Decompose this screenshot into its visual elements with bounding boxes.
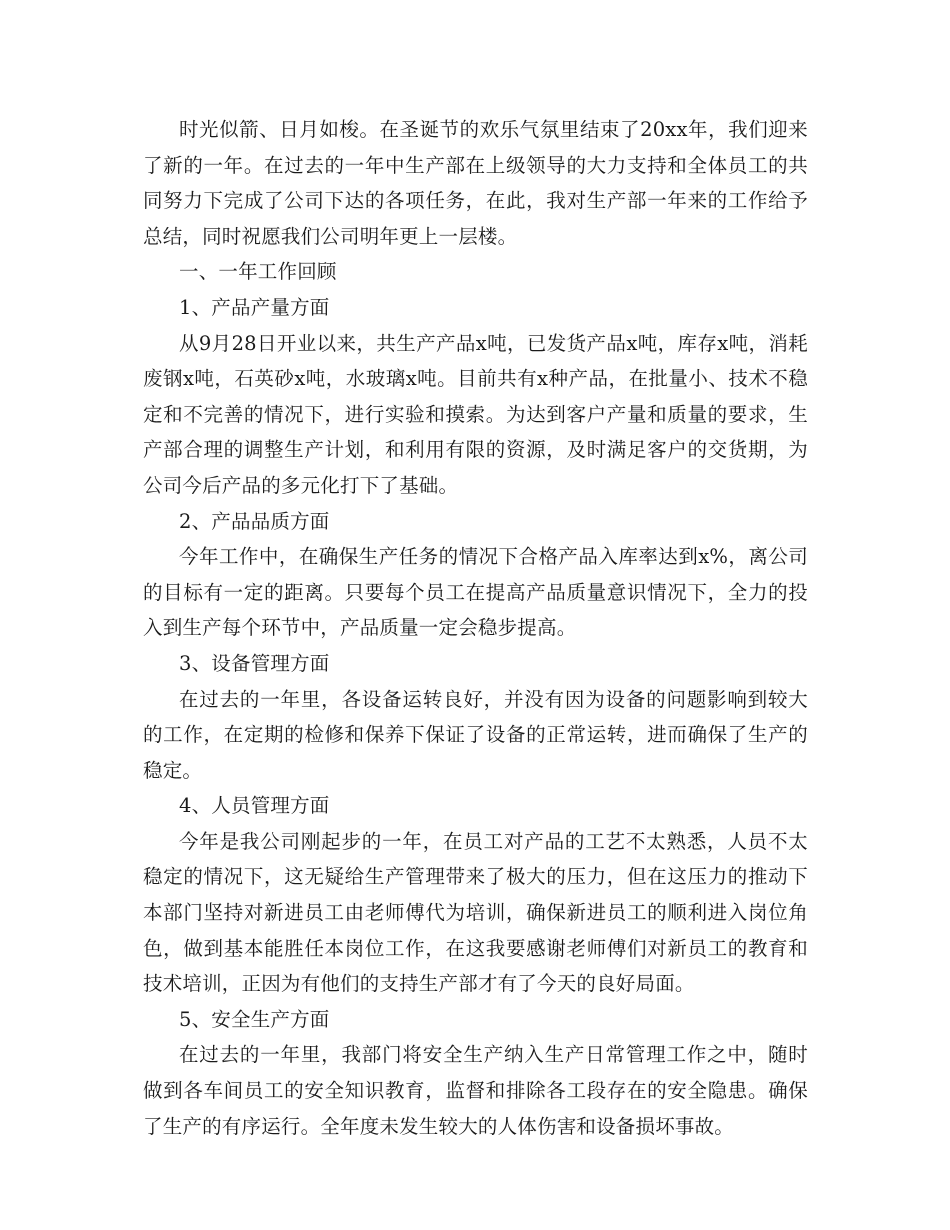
subheading-quality: 2、产品品质方面	[179, 509, 330, 533]
subheading-safety: 5、安全生产方面	[179, 1007, 330, 1031]
paragraph-personnel: 今年是我公司刚起步的一年，在员工对产品的工艺不太熟悉，人员不太稳定的情况下，这无疑给生产管理带来了极大的压力，但在这压力的推动下本部门坚持对新进员工由老师傅代为培训，确保新进员工的顺利进入岗位角色，做到基本能胜任本岗位工作，在这我要感谢老师傅们对新员工的教育和技术培训，正因为有他们的支持生产部才有了今天的良好局面。	[143, 829, 808, 996]
paragraph-output: 从9月28日开业以来，共生产产品x吨，已发货产品x吨，库存x吨，消耗废钢x吨，石英砂x吨，水玻璃x吨。目前共有x种产品，在批量小、技术不稳定和不完善的情况下，进行实验和摸索。为达到客户产量和质量的要求，生产部合理的调整生产计划，和利用有限的资源，及时满足客户的交货期，为公司今后产品的多元化打下了基础。	[143, 331, 808, 497]
subheading-equipment: 3、设备管理方面	[179, 651, 330, 675]
document-page	[143, 112, 808, 1144]
subheading-personnel: 4、人员管理方面	[179, 794, 330, 818]
paragraph-safety: 在过去的一年里，我部门将安全生产纳入生产日常管理工作之中，随时做到各车间员工的安全知识教育，监督和排除各工段存在的安全隐患。确保了生产的有序运行。全年度未发生较大的人体伤害和设备损坏事故。	[143, 1043, 808, 1138]
subheading-output: 1、产品产量方面	[179, 295, 330, 319]
paragraph-quality: 今年工作中，在确保生产任务的情况下合格产品入库率达到x%，离公司的目标有一定的距离。只要每个员工在提高产品质量意识情况下，全力的投入到生产每个环节中，产品质量一定会稳步提高。	[143, 545, 808, 640]
intro-paragraph: 时光似箭、日月如梭。在圣诞节的欢乐气氛里结束了20xx年，我们迎来了新的一年。在过去的一年中生产部在上级领导的大力支持和全体员工的共同努力下完成了公司下达的各项任务，在此，我对生产部一年来的工作给予总结，同时祝愿我们公司明年更上一层楼。	[143, 118, 808, 248]
paragraph-equipment: 在过去的一年里，各设备运转良好，并没有因为设备的问题影响到较大的工作，在定期的检修和保养下保证了设备的正常运转，进而确保了生产的稳定。	[143, 687, 808, 782]
section-heading-review: 一、一年工作回顾	[179, 260, 337, 284]
